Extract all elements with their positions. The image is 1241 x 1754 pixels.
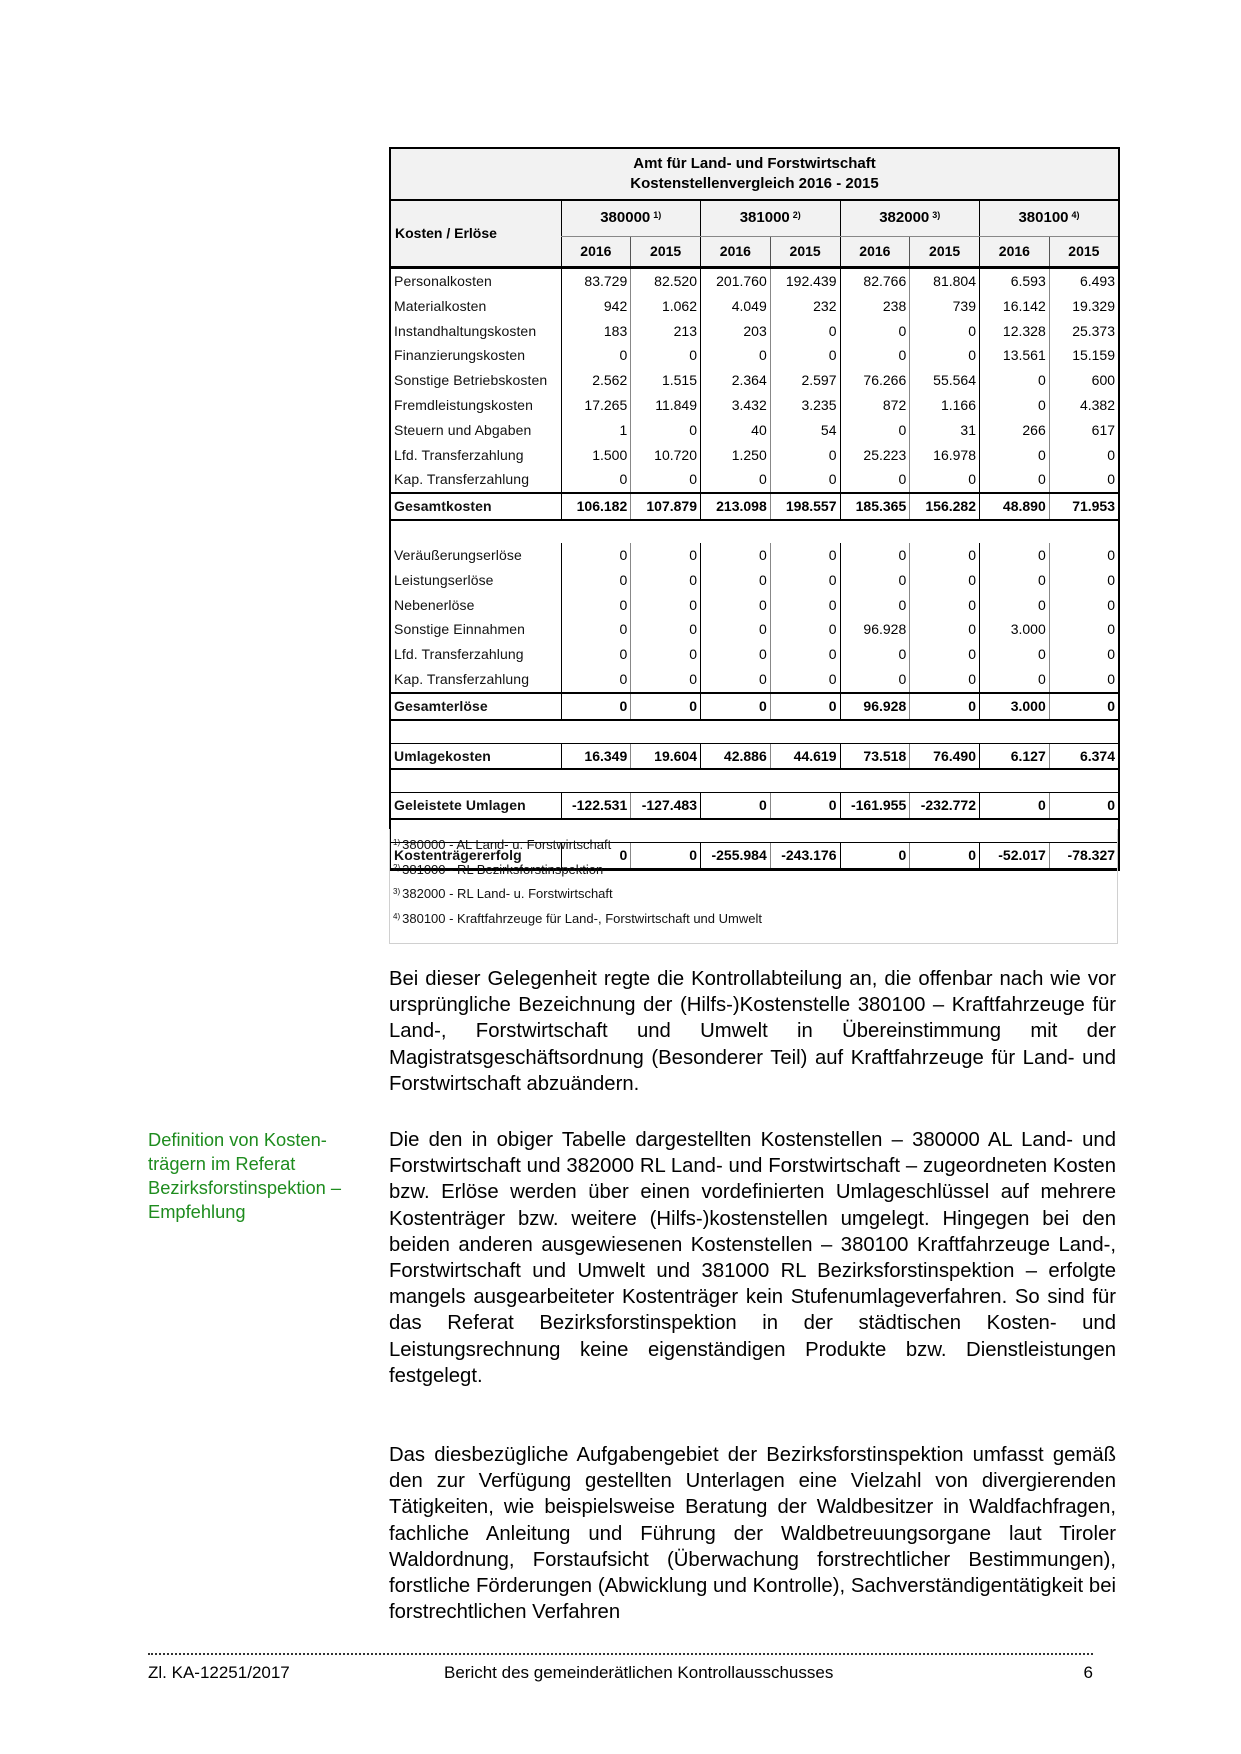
row-label: Instandhaltungskosten (390, 319, 561, 344)
table-cell: 10.720 (631, 443, 701, 468)
cost-center-comparison-table (389, 147, 1120, 871)
table-cell: 0 (840, 667, 910, 693)
table-cell: 0 (980, 667, 1050, 693)
table-cell: 0 (631, 467, 701, 493)
table-cell: 1 (561, 418, 631, 443)
table-row (390, 343, 1119, 368)
table-cell: 25.223 (840, 443, 910, 468)
table-cell: 15.159 (1049, 343, 1119, 368)
table-cell: 107.879 (631, 493, 701, 520)
table-cell: 0 (770, 343, 840, 368)
table-cell: 17.265 (561, 393, 631, 418)
table-cell: 238 (840, 294, 910, 319)
table-cell: 6.374 (1049, 743, 1119, 769)
table-cell: 0 (910, 667, 980, 693)
table-cell: 81.804 (910, 268, 980, 294)
table-cell: 3.000 (980, 693, 1050, 720)
table-cell: 96.928 (840, 617, 910, 642)
table-footnotes (389, 829, 1118, 944)
table-cell: 0 (1049, 467, 1119, 493)
table-cell: 0 (1049, 443, 1119, 468)
table-cell: 0 (770, 568, 840, 593)
table-cell: 82.766 (840, 268, 910, 294)
row-label: Lfd. Transferzahlung (390, 642, 561, 667)
table-cell: 0 (561, 568, 631, 593)
table-cell: 6.593 (980, 268, 1050, 294)
footer-dotted-rule (148, 1645, 1093, 1655)
table-row (390, 568, 1119, 593)
table-cell: 0 (701, 343, 771, 368)
total-row-revenues (390, 693, 1119, 720)
table-cell: 232 (770, 294, 840, 319)
table-cell: 0 (980, 368, 1050, 393)
table-cell: 872 (840, 393, 910, 418)
row-label: Fremdleistungskosten (390, 393, 561, 418)
table-title-line2: Kostenstellenvergleich 2016 - 2015 (630, 175, 879, 192)
table-row (390, 368, 1119, 393)
table-cell: 156.282 (910, 493, 980, 520)
table-cell: 0 (770, 642, 840, 667)
table-cell: 0 (561, 693, 631, 720)
paragraph-1: Bei dieser Gelegenheit regte die Kontrollabteilung an, die offenbar nach wie vor ursprüngliche Bezeichnung der (Hilfs-)Kostenstelle 380100 – Kraftfahrzeuge für Land-, Forstwirtschaft und Umwelt in Übereinstimmung mit der Magistratsgeschäftsordnung (Besonderer Teil) auf Kraftfahrzeuge für Land- und Forstwirtschaft abzuändern. (389, 968, 1116, 1095)
table-cell: 1.250 (701, 443, 771, 468)
table-cell: 0 (840, 319, 910, 344)
row-label: Steuern und Abgaben (390, 418, 561, 443)
table-cell: 0 (1049, 642, 1119, 667)
table-cell: 0 (770, 443, 840, 468)
table-row (390, 543, 1119, 568)
cost-center-table-container (389, 147, 1118, 871)
footer-reference: Zl. KA-12251/2017 (148, 1663, 290, 1682)
table-cell: 44.619 (770, 743, 840, 769)
table-cell: 0 (910, 543, 980, 568)
table-cell: 617 (1049, 418, 1119, 443)
table-cell: 600 (1049, 368, 1119, 393)
row-label: Umlagekosten (390, 743, 561, 769)
table-cell: 0 (770, 467, 840, 493)
table-cell: 0 (631, 568, 701, 593)
table-row (390, 593, 1119, 618)
table-cell: 0 (701, 693, 771, 720)
table-cell: 96.928 (840, 693, 910, 720)
table-row (390, 294, 1119, 319)
page-number: 6 (1083, 1663, 1093, 1682)
group-header: 380100 $^{4)}$ (980, 200, 1120, 236)
table-row (390, 443, 1119, 468)
table-cell: 0 (770, 319, 840, 344)
table-cell: 0 (701, 543, 771, 568)
table-cell: 0 (910, 319, 980, 344)
row-label: Sonstige Einnahmen (390, 617, 561, 642)
table-cell: 0 (631, 843, 701, 870)
table-cell: 83.729 (561, 268, 631, 294)
table-cell: -78.327 (1049, 843, 1119, 870)
table-cell: 0 (910, 642, 980, 667)
table-cell: 2.364 (701, 368, 771, 393)
table-cell: 2.562 (561, 368, 631, 393)
table-cell: 0 (561, 593, 631, 618)
paragraph-3: Das diesbezügliche Aufgabengebiet der Bezirksforstinspektion umfasst gemäß den zur Verfügung gestellten Unterlagen eine Vielzahl von divergierenden Tätigkeiten, wie beispielsweise Beratung der Waldbesitzer in Waldfachfragen, fachliche Anleitung und Führung der Waldbetreuungsorgane laut Tiroler Waldordnung, Forstaufsicht (Überwachung forstrechtlicher Bestimmungen), forstliche Förderungen (Abwicklung und Kontrolle), Sachverständigentätigkeit bei forstrechtlichen Verfahren (389, 1444, 1116, 1624)
spacer-row (390, 769, 1119, 793)
table-cell: 0 (840, 593, 910, 618)
table-cell: 3.235 (770, 393, 840, 418)
table-cell: 0 (770, 693, 840, 720)
table-cell: 6.493 (1049, 268, 1119, 294)
table-cell: 0 (561, 843, 631, 870)
table-cell: 2.597 (770, 368, 840, 393)
table-cell: -161.955 (840, 793, 910, 819)
row-label: Materialkosten (390, 294, 561, 319)
table-cell: 0 (910, 467, 980, 493)
table-cell: 213 (631, 319, 701, 344)
table-row (390, 268, 1119, 294)
allocations-made-row (390, 793, 1119, 819)
table-cell: 54 (770, 418, 840, 443)
table-cell: 31 (910, 418, 980, 443)
table-cell: 55.564 (910, 368, 980, 393)
table-cell: 0 (980, 393, 1050, 418)
table-row (390, 667, 1119, 693)
footnote: $^{2)}$ 381000 - RL Bezirksforstinspektion (393, 861, 604, 877)
row-label: Gesamterlöse (390, 693, 561, 720)
table-cell: 0 (910, 568, 980, 593)
table-cell: 0 (840, 543, 910, 568)
table-cell: 0 (631, 617, 701, 642)
table-cell: 0 (840, 343, 910, 368)
table-row (390, 467, 1119, 493)
table-cell: 0 (840, 568, 910, 593)
table-cell: 0 (840, 843, 910, 870)
table-body (390, 268, 1119, 870)
table-cell: 0 (701, 467, 771, 493)
row-label: Gesamtkosten (390, 493, 561, 520)
group-header: 381000 $^{2)}$ (701, 200, 841, 236)
row-header-label: Kosten / Erlöse (390, 200, 561, 268)
table-cell: 73.518 (840, 743, 910, 769)
table-row (390, 319, 1119, 344)
year-header: 2015 (631, 236, 701, 267)
spacer-row (390, 520, 1119, 543)
table-cell: 0 (1049, 667, 1119, 693)
table-cell: 192.439 (770, 268, 840, 294)
table-cell: 76.266 (840, 368, 910, 393)
year-header: 2016 (701, 236, 771, 267)
table-cell: 13.561 (980, 343, 1050, 368)
side-note: Definition von Kostenträgern im Referat Bezirksforstinspektion – Empfehlung (148, 1129, 342, 1222)
table-cell: 185.365 (840, 493, 910, 520)
table-cell: 0 (561, 642, 631, 667)
footnote: $^{4)}$ 380100 - Kraftfahrzeuge für Land-, Forstwirtschaft und Umwelt (393, 910, 762, 926)
group-header: 380000 $^{1)}$ (561, 200, 701, 236)
year-header: 2015 (770, 236, 840, 267)
row-label: Kap. Transferzahlung (390, 467, 561, 493)
paragraph-2: Die den in obiger Tabelle dargestellten Kostenstellen – 380000 AL Land- und Forstwirtschaft und 382000 RL Land- und Forstwirtschaft – zugeordneten Kosten bzw. Erlöse werden über einen vordefinierten Umlageschlüssel auf mehrere Kostenträger bzw. weitere (Hilfs-)kostenstellen umgelegt. Hingegen bei den beiden anderen ausgewiesenen Kostenstellen – 380100 Kraftfahrzeuge Land-, Forstwirtschaft und Umwelt und 381000 RL Bezirksforstinspektion – erfolgte mangels ausgearbeiteter Kostenträger kein Stufenumlageverfahren. So sind für das Referat Bezirksforstinspektion in der städtischen Kosten- und Leistungsrechnung keine eigenständigen Produkte bzw. Dienstleistungen festgelegt. (389, 1129, 1116, 1387)
table-title-line1: Amt für Land- und Forstwirtschaft (633, 155, 876, 172)
table-cell: 266 (980, 418, 1050, 443)
table-cell: -243.176 (770, 843, 840, 870)
table-title (390, 148, 1119, 200)
row-label: Finanzierungskosten (390, 343, 561, 368)
spacer-row (390, 720, 1119, 744)
table-cell: 6.127 (980, 743, 1050, 769)
table-cell: 0 (910, 593, 980, 618)
table-row (390, 393, 1119, 418)
allocation-costs-row (390, 743, 1119, 769)
table-cell: 16.978 (910, 443, 980, 468)
row-label: Lfd. Transferzahlung (390, 443, 561, 468)
row-label: Leistungserlöse (390, 568, 561, 593)
table-row (390, 418, 1119, 443)
row-label: Personalkosten (390, 268, 561, 294)
table-cell: -232.772 (910, 793, 980, 819)
table-cell: 0 (910, 843, 980, 870)
table-cell: 0 (1049, 543, 1119, 568)
table-cell: 0 (701, 593, 771, 618)
table-cell: 0 (701, 568, 771, 593)
table-cell: 0 (980, 568, 1050, 593)
table-cell: 0 (980, 793, 1050, 819)
table-cell: 203 (701, 319, 771, 344)
table-cell: -52.017 (980, 843, 1050, 870)
row-label: Nebenerlöse (390, 593, 561, 618)
year-header: 2016 (980, 236, 1050, 267)
table-cell: 0 (980, 642, 1050, 667)
table-cell: 12.328 (980, 319, 1050, 344)
table-cell: 19.329 (1049, 294, 1119, 319)
table-cell: 16.349 (561, 743, 631, 769)
table-cell: -122.531 (561, 793, 631, 819)
table-cell: 3.000 (980, 617, 1050, 642)
table-cell: 11.849 (631, 393, 701, 418)
table-cell: 942 (561, 294, 631, 319)
table-cell: 0 (631, 642, 701, 667)
table-cell: 3.432 (701, 393, 771, 418)
table-cell: 213.098 (701, 493, 771, 520)
table-cell: 0 (770, 617, 840, 642)
table-cell: 0 (631, 543, 701, 568)
table-cell: 0 (980, 543, 1050, 568)
table-cell: 82.520 (631, 268, 701, 294)
table-cell: 0 (980, 467, 1050, 493)
table-cell: 201.760 (701, 268, 771, 294)
table-cell: -127.483 (631, 793, 701, 819)
table-cell: 739 (910, 294, 980, 319)
table-cell: 0 (840, 467, 910, 493)
table-cell: 48.890 (980, 493, 1050, 520)
table-cell: 106.182 (561, 493, 631, 520)
table-cell: 0 (701, 667, 771, 693)
table-cell: 0 (631, 693, 701, 720)
table-cell: 76.490 (910, 743, 980, 769)
table-cell: 25.373 (1049, 319, 1119, 344)
table-cell: 0 (561, 343, 631, 368)
year-header: 2015 (1049, 236, 1119, 267)
year-header: 2016 (840, 236, 910, 267)
table-cell: 1.166 (910, 393, 980, 418)
table-cell: 0 (631, 418, 701, 443)
table-cell: 0 (910, 693, 980, 720)
footer-title: Bericht des gemeinderätlichen Kontrollausschusses (444, 1663, 834, 1682)
table-cell: -255.984 (701, 843, 771, 870)
table-cell: 0 (840, 642, 910, 667)
table-cell: 0 (701, 617, 771, 642)
table-cell: 42.886 (701, 743, 771, 769)
table-cell: 4.049 (701, 294, 771, 319)
table-cell: 0 (980, 443, 1050, 468)
row-label: Sonstige Betriebskosten (390, 368, 561, 393)
row-label: Kostenträgererfolg (390, 843, 561, 870)
year-header: 2016 (561, 236, 631, 267)
table-cell: 0 (770, 667, 840, 693)
table-cell: 0 (1049, 568, 1119, 593)
table-cell: 0 (631, 343, 701, 368)
table-cell: 0 (840, 418, 910, 443)
table-cell: 1.515 (631, 368, 701, 393)
table-cell: 0 (770, 593, 840, 618)
table-row (390, 617, 1119, 642)
year-header: 2015 (910, 236, 980, 267)
table-cell: 0 (1049, 693, 1119, 720)
table-cell: 0 (561, 467, 631, 493)
group-header: 382000 $^{3)}$ (840, 200, 980, 236)
row-label: Geleistete Umlagen (390, 793, 561, 819)
table-cell: 0 (770, 543, 840, 568)
table-row (390, 642, 1119, 667)
footnote: $^{3)}$ 382000 - RL Land- u. Forstwirtschaft (393, 886, 613, 901)
table-cell: 0 (1049, 793, 1119, 819)
table-cell: 19.604 (631, 743, 701, 769)
table-cell: 0 (1049, 617, 1119, 642)
footnote: $^{1)}$ 380000 - AL Land- u. Forstwirtschaft (393, 837, 612, 852)
table-cell: 0 (701, 793, 771, 819)
row-label: Veräußerungserlöse (390, 543, 561, 568)
table-cell: 183 (561, 319, 631, 344)
table-cell: 16.142 (980, 294, 1050, 319)
table-cell: 0 (910, 343, 980, 368)
table-cell: 1.500 (561, 443, 631, 468)
table-cell: 0 (980, 593, 1050, 618)
total-row-costs (390, 493, 1119, 520)
table-cell: 40 (701, 418, 771, 443)
row-label: Kap. Transferzahlung (390, 667, 561, 693)
table-cell: 0 (631, 593, 701, 618)
table-cell: 0 (1049, 593, 1119, 618)
table-cell: 0 (561, 543, 631, 568)
table-cell: 198.557 (770, 493, 840, 520)
table-cell: 0 (701, 642, 771, 667)
table-cell: 0 (770, 793, 840, 819)
table-cell: 0 (561, 667, 631, 693)
table-cell: 1.062 (631, 294, 701, 319)
table-cell: 0 (561, 617, 631, 642)
table-cell: 71.953 (1049, 493, 1119, 520)
table-cell: 0 (910, 617, 980, 642)
table-cell: 0 (631, 667, 701, 693)
table-cell: 4.382 (1049, 393, 1119, 418)
